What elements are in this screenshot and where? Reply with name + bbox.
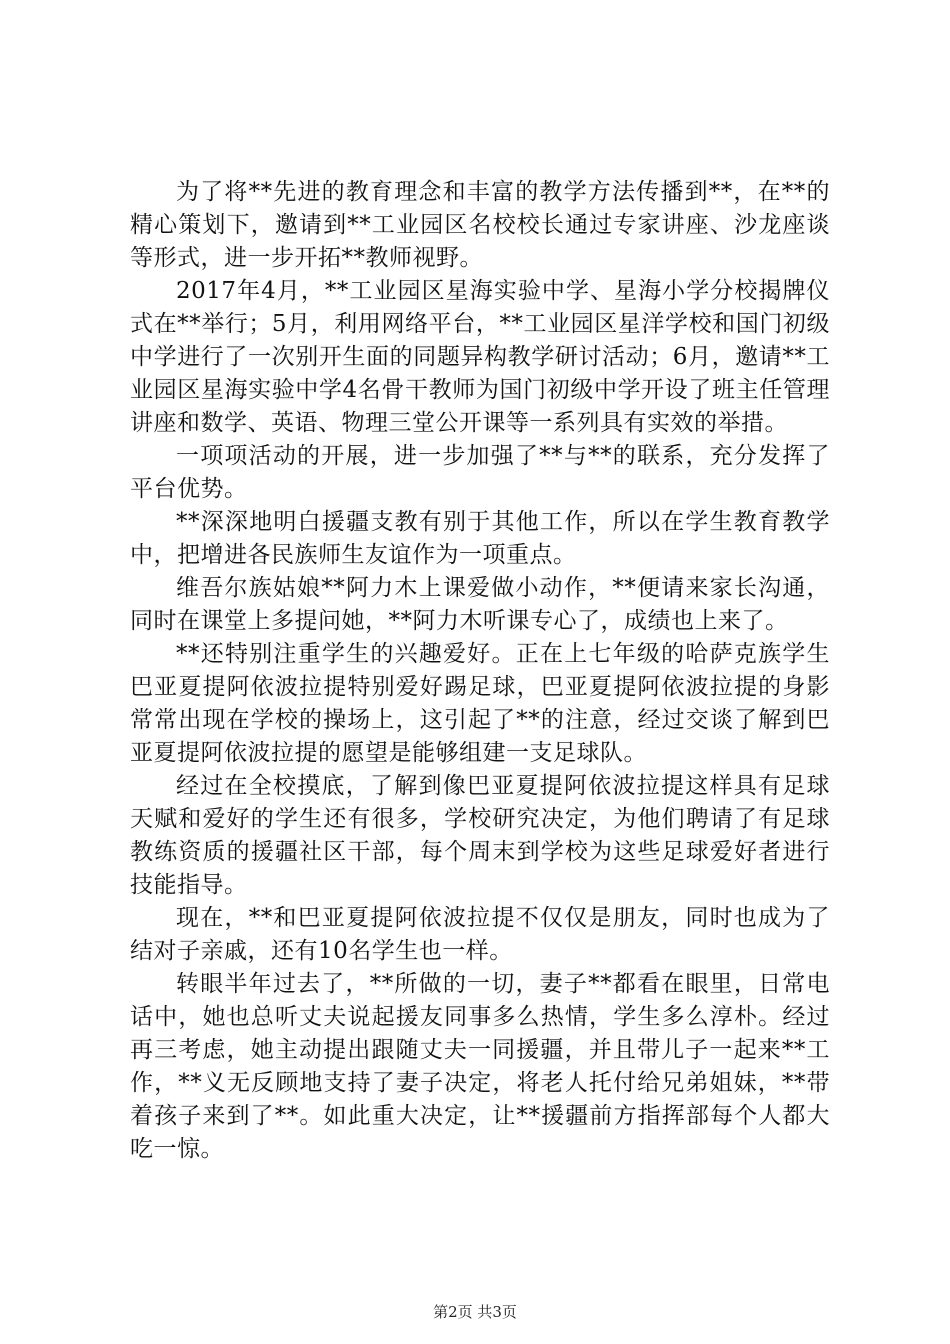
paragraph: 现在，**和巴亚夏提阿依波拉提不仅仅是朋友，同时也成为了结对子亲戚，还有10名学生也一样。: [130, 905, 830, 964]
paragraph: 经过在全校摸底，了解到像巴亚夏提阿依波拉提这样具有足球天赋和爱好的学生还有很多，学校研究决定，为他们聘请了有足球教练资质的援疆社区干部，每个周末到学校为这些足球爱好者进行技能指导。: [130, 773, 830, 898]
paragraph: 一项项活动的开展，进一步加强了**与**的联系，充分发挥了平台优势。: [130, 443, 830, 502]
paragraph: 转眼半年过去了，**所做的一切，妻子**都看在眼里，日常电话中，她也总听丈夫说起援友同事多么热情，学生多么淳朴。经过再三考虑，她主动提出跟随丈夫一同援疆，并且带儿子一起来**工作，**义无反顾地支持了妻子决定，将老人托付给兄弟姐妹，**带着孩子来到了**。如此重大决定，让**援疆前方指挥部每个人都大吃一惊。: [130, 971, 830, 1162]
paragraph: 2017年4月，**工业园区星海实验中学、星海小学分校揭牌仪式在**举行；5月，利用网络平台，**工业园区星洋学校和国门初级中学进行了一次别开生面的同题异构教学研讨活动；6月，邀请**工业园区星海实验中学4名骨干教师为国门初级中学开设了班主任管理讲座和数学、英语、物理三堂公开课等一系列具有实效的举措。: [130, 278, 830, 436]
paragraph: 为了将**先进的教育理念和丰富的教学方法传播到**，在**的精心策划下，邀请到**工业园区名校校长通过专家讲座、沙龙座谈等形式，进一步开拓**教师视野。: [130, 179, 830, 271]
page-number: 第2页 共3页: [433, 1303, 517, 1321]
paragraph: **深深地明白援疆支教有别于其他工作，所以在学生教育教学中，把增进各民族师生友谊作为一项重点。: [130, 509, 830, 568]
document-body: [130, 176, 830, 1166]
paragraph: 维吾尔族姑娘**阿力木上课爱做小动作，**便请来家长沟通，同时在课堂上多提问她，**阿力木听课专心了，成绩也上来了。: [130, 575, 830, 634]
paragraph: **还特别注重学生的兴趣爱好。正在上七年级的哈萨克族学生巴亚夏提阿依波拉提特别爱好踢足球，巴亚夏提阿依波拉提的身影常常出现在学校的操场上，这引起了**的注意，经过交谈了解到巴亚夏提阿依波拉提的愿望是能够组建一支足球队。: [130, 641, 830, 766]
